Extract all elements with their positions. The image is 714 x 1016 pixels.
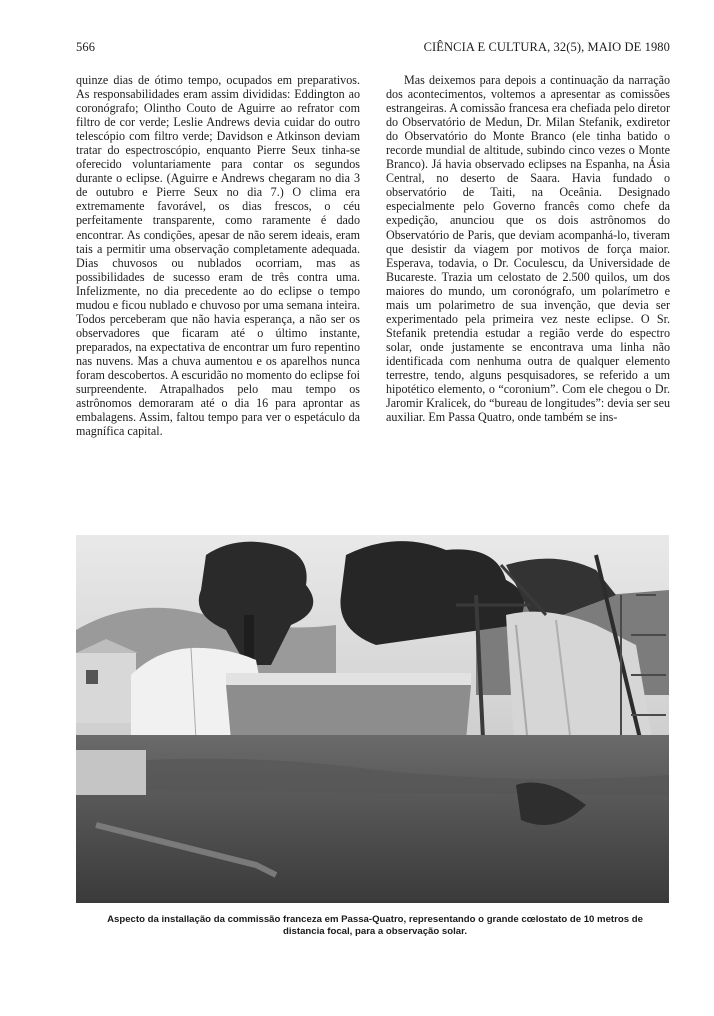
figure-caption: Aspecto da installação da commissão franceza em Passa-Quatro, representando o grande cœlostato de 10 metros de distancia focal, para a observação solar. xyxy=(107,914,643,937)
running-header xyxy=(76,40,670,60)
right-column-paragraph: Mas deixemos para depois a continuação da narração dos acontecimentos, voltemos a apresentar as comissões estrangeiras. A comissão francesa era chefiada pelo diretor do Observatório de Medun, Dr. Milan Stefanik, exdiretor do Observatório do Monte Branco (ele tinha batido o recorde mundial de altitude, subindo cinco vezes o Monte Branco). Já havia observado eclipses na Espanha, na Ásia Central, no deserto de Saara. Havia fundado o observatório de Taiti, na Oceânia. Designado especialmente pelo Governo francês como chefe da expedição, anunciou que os dois astrônomos do Observatório de Paris, que deviam acompanhá-lo, tiveram que desistir da viagem por motivos de força maior. Esperava, todavia, o Dr. Coculescu, da Universidade de Bucareste. Trazia um celostato de 2.500 quilos, um dos maiores do mundo, um coronógrafo, um polarímetro e mais um polarimetro de sua invenção, que devia ser experimentado pela primeira vez neste eclipse. O Sr. Stefanik pretendia estudar a região verde do espectro solar, onde justamente se encontrava uma linha não identificada com nenhuma outra de qualquer elemento terrestre, tendo, alguns pesquisadores, se referido a um hipotético elemento, o “coronium”. Com ele chegou o Dr. Jaromir Kralicek, do “bureau de longitudes”: devia ser seu auxiliar. Em Passa Quatro, onde também se ins- xyxy=(386,73,670,425)
journal-citation: CIÊNCIA E CULTURA, 32(5), MAIO DE 1980 xyxy=(423,40,670,54)
right-column xyxy=(386,73,670,424)
left-column xyxy=(76,73,360,438)
photograph-illustration xyxy=(76,535,669,903)
page-number: 566 xyxy=(76,40,96,54)
historical-photograph xyxy=(76,535,669,903)
left-column-paragraph: quinze dias de ótimo tempo, ocupados em preparativos. As responsabilidades eram assim divididas: Eddington ao coronógrafo; Olintho Couto de Aguirre ao refrator com filtro de cor verde; Leslie Andrews devia cuidar do outro telescópio com filtro verde; Davidson e Atkinson deviam tratar do espectroscópio, enquanto Pierre Seux tinha-se oferecido voluntariamente para contar os segundos durante o eclipse. (Aguirre e Andrews chegaram no dia 3 de outubro e Pierre Seux no dia 7.) O clima era extremamente favorável, os dias frescos, o céu perfeitamente transparente, como raramente é dado encontrar. As condições, apesar de não serem ideais, eram tais a permitir uma observação completamente adequada. Dias chuvosos ou nublados ocorriam, mas as possibilidades de sucesso eram de três contra uma. Infelizmente, no dia precedente ao do eclipse o tempo mudou e ficou nublado e chuvoso por uma semana inteira. Todos perceberam que não havia esperança, a não ser os observadores que ficaram até o último instante, preparados, na expectativa de encontrar um furo repentino nas nuvens. Mas a chuva aumentou e os aparelhos nunca foram descobertos. A escuridão no momento do eclipse foi surpreendente. Atrapalhados pelo mau tempo os astrônomos demoraram até o dia 16 para aprontar as embalagens. Assim, faltou tempo para ver o espetáculo da magnífica capital. xyxy=(76,73,360,439)
